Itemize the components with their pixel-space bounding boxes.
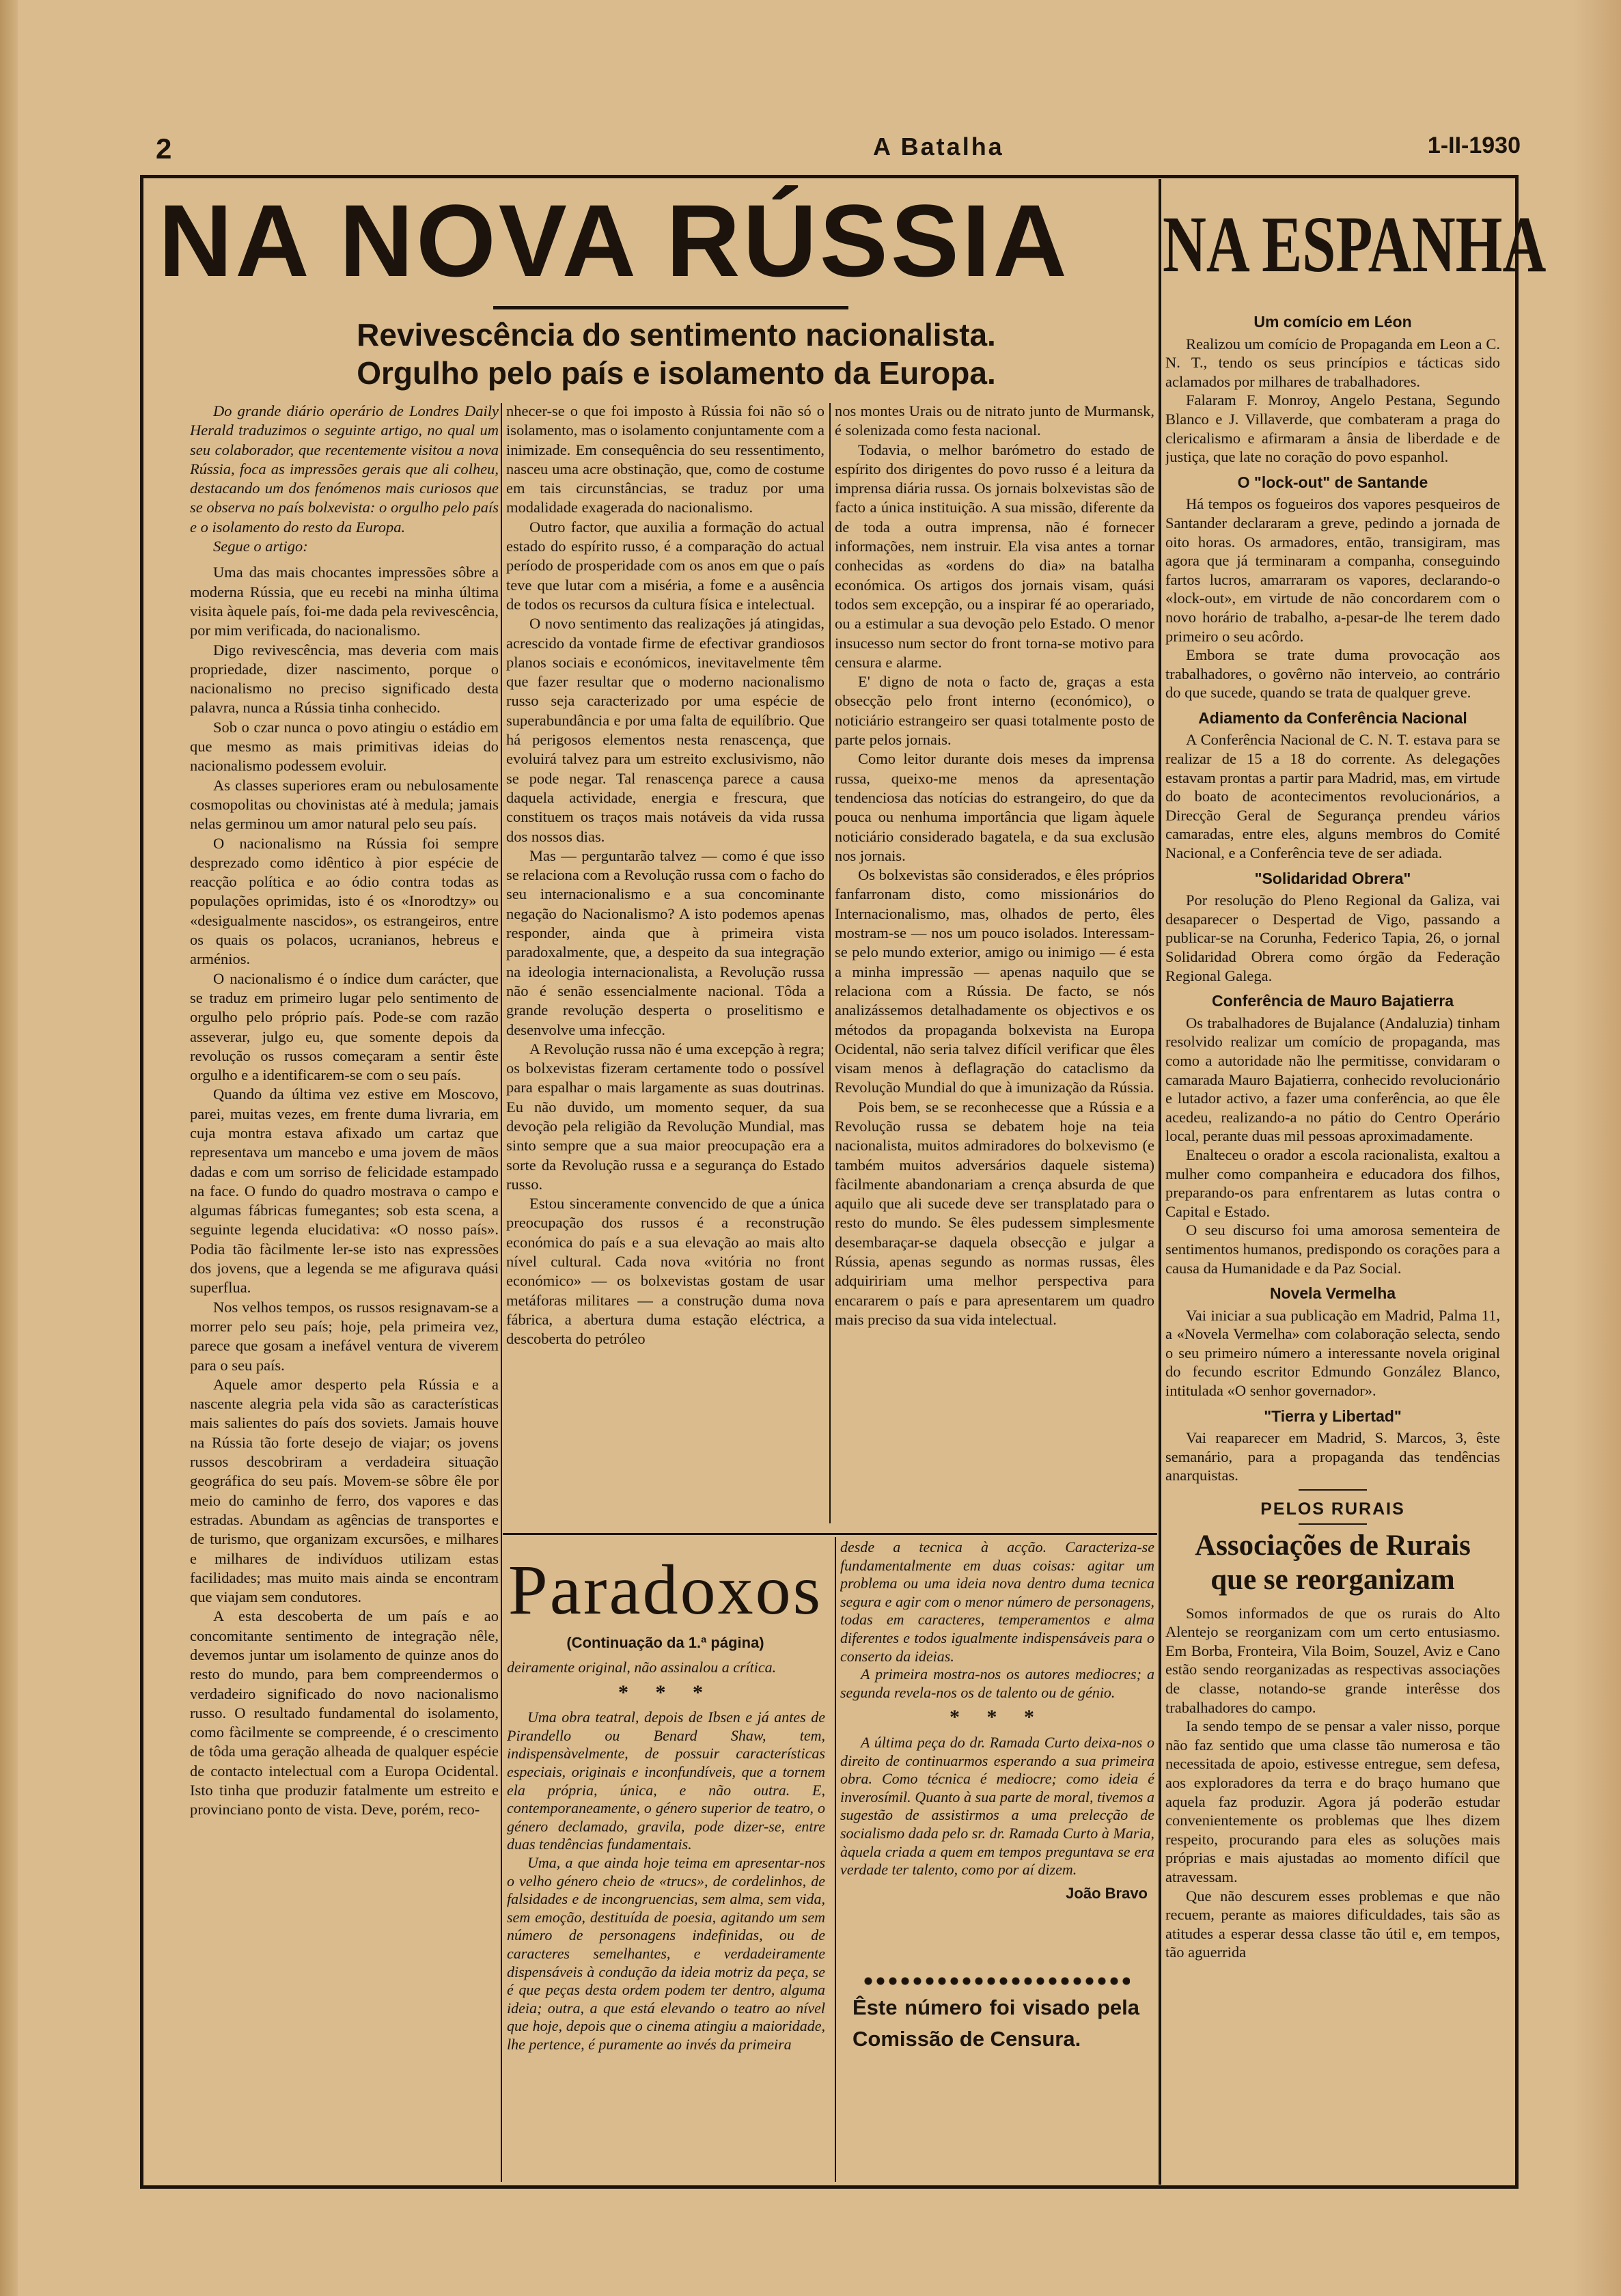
article-column-3	[835, 402, 1154, 1525]
paragraph: Enalteceu o orador a escola racionalista, exaltou a mulher como companheira e educadora dos filhos, preparando-os para enfrentarem as lutas contra o Capital e Estado.	[1165, 1146, 1500, 1220]
section-stars: * * *	[618, 1680, 714, 1704]
paragraph: O seu discurso foi uma amorosa sementeira de sentimentos humanos, predispondo os corações para a causa da Humanidade e da Paz Social.	[1165, 1221, 1500, 1277]
continuation-note: (Continuação da 1.ª página)	[566, 1634, 764, 1651]
paragraph: E' digno de nota o facto de, graças a esta obsecção pelo front interno (económico), o noticiário estrangeiro ser quasi totalmente posto de parte pelos jornais.	[835, 673, 1154, 749]
paragraph: Sob o czar nunca o povo atingiu o estádio em que mesmo as mais primitivas ideias do nacionalismo podessem evoluir.	[190, 718, 499, 775]
section-heading: "Tierra y Libertad"	[1264, 1407, 1402, 1425]
section-heading: Um comício em Léon	[1253, 313, 1412, 331]
section-divider	[1299, 1523, 1367, 1525]
subheadline	[246, 316, 1107, 392]
paragraph: Estou sinceramente convencido de que a única preocupação dos russos é a reconstrução económica do país e a sua elevação ao mais alto nível cultural. Cada nova «vitória no front económico» — os bolxevistas gostam de usar metáforas militares — a construção duma nova fábrica, a abertura duma estação eléctrica, a descoberta do petróleo	[506, 1195, 825, 1348]
subheadline-line-1: Revivescência do sentimento nacionalista.	[357, 317, 996, 352]
paragraph: Nos velhos tempos, os russos resignavam-se a morrer pelo seu país; hoje, pela primeira vez, parece que gosam a inefável ventura de viverem para o seu país.	[190, 1298, 499, 1374]
paragraph: Mas — perguntarão talvez — como é que isso se relaciona com a Revolução russa com o facho do seu internacionalismo e a sua concominante negação do Nacionalismo? A isto podemos apenas responder, ainda que à primeira vista paradoxalmente, que, a despeito da sua integração na ideologia internacionalista, a Revolução russa não é senão essencialmente nacional. Tôda a grande revolução desperta o proselitismo e desenvolve uma infecção.	[506, 846, 825, 1038]
espanha-column	[1165, 313, 1500, 2122]
paragraph: Vai iniciar a sua publicação em Madrid, Palma 11, a «Novela Vermelha» com colaboração selecta, sendo o seu primeiro número a interessante novela original do fecundo escritor Edmundo González Blanco, intitulada «O senhor governador».	[1165, 1306, 1500, 1400]
page-edge	[1573, 0, 1621, 2296]
paragraph: nhecer-se o que foi imposto à Rússia foi não só o isolamento, mas o isolamento conjuntamente com a inimizade. Em consequência do seu ressentimento, nasceu uma acre obstinação, que, como de costume em tais circunstâncias, se traduz por uma modalidade exagerada do nacionalismo.	[506, 402, 825, 516]
section-heading: Adiamento da Conferência Nacional	[1198, 708, 1467, 727]
section-divider	[1299, 1489, 1367, 1491]
paragraph: A Conferência Nacional de C. N. T. estava para se realizar de 15 a 18 do corrente. As delegações estavam prontas a partir para Madrid, mas, em virtude do boato de acontecimentos revolucionários, a Direcção Geral de Segurança prendeu vários camaradas, entre eles, alguns membros do Comité Nacional, e a Conferência teve de ser adiada.	[1165, 731, 1500, 862]
rurais-headline	[1165, 1529, 1500, 1597]
rurais-headline-line-1: Associações de Rurais	[1195, 1529, 1471, 1562]
paragraph: A esta descoberta de um país e ao concomitante sentimento de integração nêle, devemos juntar um isolamento de quinze anos do resto do mundo, para bem compreendermos o verdadeiro significado do novo nacionalismo russo. O resultado fundamental do isolamento, como fàcilmente se compreende, é o crescimento de tôda uma geração alheada de qualquer espécie de contacto intelectual com a Europa Ocidental. Isto tinha que produzir fatalmente um estreito e provinciano ponto de vista. Deve, porém, reco-	[190, 1607, 499, 1818]
subheadline-line-2: Orgulho pelo país e isolamento da Europa.	[357, 355, 996, 391]
rurais-headline-line-2: que se reorganizam	[1210, 1563, 1455, 1596]
paragraph: Por resolução do Pleno Regional da Galiza, vai desaparecer o Despertad de Vigo, passando a publicar-se na Corunha, Federico Tapia, 26, o jornal Solidaridad Obrera como órgão da Federação Regional Galega.	[1165, 891, 1500, 984]
censorship-notice: Êste número foi visado pela Comissão de Censura.	[853, 1995, 1139, 2051]
paragraph: Quando da última vez estive em Moscovo, parei, muitas vezes, em frente duma livraria, em cuja montra estava afixado um cartaz que representava um mancebo e uma jovem de mãos dadas e com um sorriso de felicidade estampado na face. O fundo do quadro mostrava o campo e algumas fábricas fumegantes; sob esta scena, a seguinte legenda elucidativa: «O nosso país». Podia tão fàcilmente ler-se isto nas expressões dos jovens, que a legenda se me afigurava quási superflua.	[190, 1085, 499, 1297]
espanha-column-rule	[1159, 179, 1161, 2185]
paragraph: Os trabalhadores de Bujalance (Andaluzia) tinham resolvido realizar um comício de propaganda, mas como a autoridade não lhe permitisse, convidaram o camarada Mauro Bajatierra, conhecido revolucionário e lutador activo, a fazer uma conferência, ao que êle acedeu, realizando-a no pátio do Centro Operário local, perante duas mil pessoas aproximadamente.	[1165, 1014, 1500, 1145]
paragraph: A última peça do dr. Ramada Curto deixa-nos o direito de continuarmos esperando a sua primeira obra. Como técnica é mediocre; como ideia é inverosímil. Quanto à sua parte de moral, tivemos a sugestão de assistirmos a uma prelecção de socialismo dada pelo sr. dr. Ramada Curto à Maria, àquela criada a quem em tempos preguntava se era verdade ter talento, como por aí dizem.	[840, 1733, 1154, 1879]
paragraph: nos montes Urais ou de nitrato junto de Murmansk, é solenizada como festa nacional.	[835, 402, 1154, 439]
paragraph: Uma, a que ainda hoje teima em apresentar-nos o velho género cheio de «trucs», de cordelinhos, de falsidades e de incongruencias, sem alma, sem vida, sem emoção, destituída de poesia, agitando um sem número de personagens indefinidas, ou de caracteres semelhantes, e verdadeiramente dispensáveis à condução da ideia motriz da peça, se é que peças desta ordem podem ter dentro, alguma ideia; outra, a que está elevando o teatro ao nível que hoje, depois que o cinema atingiu a maioridade, lhe pertence, é puramente ao invés da primeira	[507, 1853, 825, 2053]
paradoxos-rule	[503, 1533, 1157, 1535]
paragraph: O nacionalismo é o índice dum carácter, que se traduz em primeiro lugar pelo sentimento de orgulho pelo próprio país. Pode-se com razão asseverar, julgo eu, que somente depois da revolução os russos começaram a sentir êste orgulho e a identificarem-se com o seu país.	[190, 969, 499, 1084]
section-heading: Conferência de Mauro Bajatierra	[1211, 992, 1454, 1010]
paragraph: Uma das mais chocantes impressões sôbre a moderna Rússia, que eu recebi na minha última visita àquele país, foi-me dada pela revivescência, por mim verificada, do nacionalismo.	[190, 564, 499, 639]
paragraph: Digo revivescência, mas deveria com mais propriedade, dizer nascimento, porque o nacionalismo no preciso significado desta palavra, nunca a Rússia tinha conhecido.	[190, 641, 499, 717]
page-header	[156, 133, 1521, 164]
paragraph: Aquele amor desperto pela Rússia e a nascente alegria pela vida são as características mais salientes do país dos soviets. Jamais houve na Rússia tão forte desejo de viajar; os jovens russos descobriram a verdadeira situação geográfica do seu país. Movem-se sôbre êle por meio do caminho de ferro, dos vapores e das estradas. Abundam as agências de transportes e de turismo, que organizam excursões, e milhares e milhares de indivíduos utilizam estas facilidades; mas muito mais ainda se encontram que viajam sem condutores.	[190, 1375, 499, 1606]
paragraph: Falaram F. Monroy, Angelo Pestana, Segundo Blanco e J. Villaverde, que combateram a praga do clericalismo e afirmaram a ânsia de liberdade e de justiça, que late no coração do povo espanhol.	[1165, 391, 1500, 466]
article-intro	[190, 402, 499, 556]
paragraph: Vai reaparecer em Madrid, S. Marcos, 3, êste semanário, para a propaganda das tendências anarquistas.	[1165, 1429, 1500, 1484]
intro-follow: Segue o artigo:	[213, 538, 308, 555]
intro-text: Do grande diário operário de Londres Daily Herald traduzimos o seguinte artigo, no qual um seu colaborador, que recentemente visitou a nova Rússia, foca as impressões gerais que ali colheu, destacando um dos fenómenos mais curiosos que se observa no país bolxevista: o orgulho pelo país e o isolamento do resto da Europa.	[190, 402, 499, 536]
article-column-2	[506, 402, 825, 1525]
paragraph: Há tempos os fogueiros dos vapores pesqueiros de Santander declararam a greve, pedindo a jornada de oito horas. Os armadores, então, transigiram, mas agora que já terminaram a companha, conseguindo fartos lucros, amarraram os vapores, declarando-o «lock-out», em virtude de não concordarem com o novo horário de trabalho, a-pesar-de lhe terem dado primeiro o seu acôrdo.	[1165, 495, 1500, 645]
main-headline: NA NOVA RÚSSIA	[158, 183, 1070, 298]
column-rule-1	[501, 403, 502, 2182]
page-number: 2	[156, 133, 172, 165]
paragraph: Pois bem, se se reconhecesse que a Rússia e a Revolução russa se debatem hoje na teia nacionalista, muitos admiradores do bolxevismo (e também muitos adversários daquele sistema) fàcilmente abandonariam a crença absurda de que aquilo que ali sucede deve ser transplatado para o resto do mundo. Se êles pudessem simplesmente desembaraçar-se daquela obsecção e julgar a Rússia, apenas segundo as normas russas, êles adquiririam uma melhor perspectiva para encararem o país e para apresentarem um quadro mais preciso da sua vida intelectual.	[835, 1098, 1154, 1328]
paragraph: Uma obra teatral, depois de Ibsen e já antes de Pirandello ou Benard Shaw, tem, indispensàvelmente, de possuir características especiais, originais e inconfundíveis, que a tornem ela própria, única, e não outra. E, contemporaneamente, o género superior de teatro, o género declamado, gravila, pode dizer-se, entre duas tendências fundamentais.	[507, 1709, 825, 1853]
paragraph: A Revolução russa não é uma excepção à regra; os bolxevistas fizeram certamente todo o possível para espalhar o mais largamente as suas doutrinas. Eu não duvido, um momento sequer, da sua devoção pela religião da Revolução Mundial, mas sinto sempre que a sua maior preocupação era a sorte da Revolução russa e a segurança do Estado russo.	[506, 1040, 825, 1193]
article-column-1	[190, 402, 499, 2183]
paragraph: Ia sendo tempo de se pensar a valer nisso, porque não faz sentido que uma classe tão numerosa e tão necessitada de apoio, estivesse entregue, sem defesa, aos exploradores da terra e do braço humano que aquela faz produzir. Agora já poderão estudar convenientemente os problemas que lhes dizem respeito, procurando para eles as soluções mais próprias e mais ajustadas ao momento difícil que atravessam.	[1165, 1717, 1500, 1885]
dotted-divider	[862, 1976, 1130, 1986]
paradoxos-column-1	[507, 1659, 825, 2182]
paragraph: deiramente original, não assinalou a crítica.	[507, 1659, 777, 1676]
section-heading: "Solidaridad Obrera"	[1254, 869, 1411, 887]
page-fold-shadow	[0, 0, 18, 2296]
rurais-label: PELOS RURAIS	[1260, 1499, 1405, 1519]
column-rule-2	[829, 403, 831, 1523]
issue-date: 1-II-1930	[1427, 133, 1521, 158]
paragraph: A primeira mostra-nos os autores mediocres; a segunda revela-nos os de talento ou de génio.	[840, 1665, 1154, 1701]
paragraph: Todavia, o melhor barómetro do estado de espírito dos dirigentes do povo russo é a leitura da imprensa diária russa. Os jornais bolxevistas são de facto a única instituição. A sua missão, diferente da de toda a outra imprensa, não é fornecer informações, nem instruir. Ela visa antes a tornar conhecidas as «ordens do dia» na batalha económica. Os artigos dos jornais visam, quási todos sem excepção, ou a inspirar fé ao operariado, ou a estimular a sua devoção pelo Estado. O menor insucesso num sector do front torna-se motivo para censura e alarme.	[835, 441, 1154, 671]
paragraph: Como leitor durante dois meses da imprensa russa, queixo-me menos da apresentação tendenciosa das notícias do estrangeiro, do que da pouca ou nenhuma importância que ligam àquele noticiário considerado bagatela, e da sua exclusão nos jornais.	[835, 750, 1154, 864]
headline-rule	[493, 306, 848, 309]
paradoxos-title: Paradoxos	[508, 1551, 823, 1629]
section-heading: O "lock-out" de Santande	[1237, 473, 1428, 491]
signature: João Bravo	[1066, 1884, 1148, 1902]
paragraph: Que não descurem esses problemas e que não recuem, perante as maiores dificuldades, tais são as atitudes a esperar dessa classe tão útil e, em tempos, tão aguerrida	[1165, 1887, 1500, 1961]
paragraph: desde a tecnica à acção. Caracteriza-se fundamentalmente em duas coisas: agitar um problema ou uma ideia nova dentro duma tecnica segura e agir com o menor número de personagens, todas em caracteres, temperamentos e alma diferentes e todos igualmente indispensáveis para o conserto da ideias.	[840, 1538, 1154, 1665]
section-stars: * * *	[950, 1706, 1045, 1729]
paradoxos-column-rule	[835, 1537, 836, 2182]
paradoxos-column-2	[840, 1538, 1154, 1973]
paragraph: Somos informados de que os rurais do Alto Alentejo se reorganizam com um certo entusiasmo. Em Borba, Fronteira, Vila Boim, Souzel, Aviz e Cano estão sendo reorganizadas as respectivas associações de classe, notando-se grande interêsse dos trabalhadores do campo.	[1165, 1604, 1500, 1716]
paragraph: As classes superiores eram ou nebulosamente cosmopolitas ou chovinistas até à medula; jamais nelas germinou um amor natural pelo seu país.	[190, 776, 499, 833]
espanha-headline: NA ESPANHA	[1163, 199, 1547, 289]
paragraph: Os bolxevistas são considerados, e êles próprios fanfarronam disto, como missionários do Internacionalismo, mas, olhados de perto, êles mostram-se — nos um pouco isolados. Interessam-se pelo mundo exterior, amigo ou inimigo — é esta a minha impressão — apenas naquilo que se relaciona com a Rússia. De facto, se nós analizássemos detalhadamente os objectivos e os métodos da propaganda bolxevista na Europa Ocidental, não seria talvez difícil verificar que êles visam menos à deflagração do cataclismo da Revolução Mundial do que à imunização da Rússia.	[835, 866, 1154, 1096]
section-heading: Novela Vermelha	[1269, 1284, 1396, 1303]
paragraph: O nacionalismo na Rússia foi sempre desprezado como idêntico à pior espécie de reacção política e ao ódio contra todas as populações oprimidas, isto é os «Inorodtzy» ou «desigualmente nascidos», os estrangeiros, entre os quais os polacos, ucranianos, hebreus e arménios.	[190, 834, 499, 968]
paragraph: O novo sentimento das realizações já atingidas, acrescido da vontade firme de efectivar grandiosos planos sociais e económicos, inevitavelmente têm que fazer resultar que o moderno nacionalismo russo seja caracterizado por uma espécie de superabundância e por uma falta de equilíbrio. Que há perigosos elementos nesta renascença, que evoluirá talvez para um estreito exclusivismo, não se pode negar. Tal renascença parece a causa daquela actividade, energia e frescura, que constituem os traços mais notáveis da vida russa dos nossos dias.	[506, 615, 825, 845]
paragraph: Realizou um comício de Propaganda em Leon a C. N. T., tendo os seus princípios e tácticas sido aclamados por milhares de trabalhadores.	[1165, 335, 1500, 390]
paragraph: Outro factor, que auxilia a formação do actual estado do espírito russo, é a comparação do actual período de prosperidade com os anos em que o país teve que lutar com a miséria, a fome e a ausência de todos os recursos da cultura física e intelectual.	[506, 518, 825, 613]
paragraph: Embora se trate duma provocação aos trabalhadores, o govêrno não interveio, ao contrário do que sucede, quando se trata de qualquer greve.	[1165, 646, 1500, 702]
newspaper-name: A Batalha	[873, 133, 1004, 161]
